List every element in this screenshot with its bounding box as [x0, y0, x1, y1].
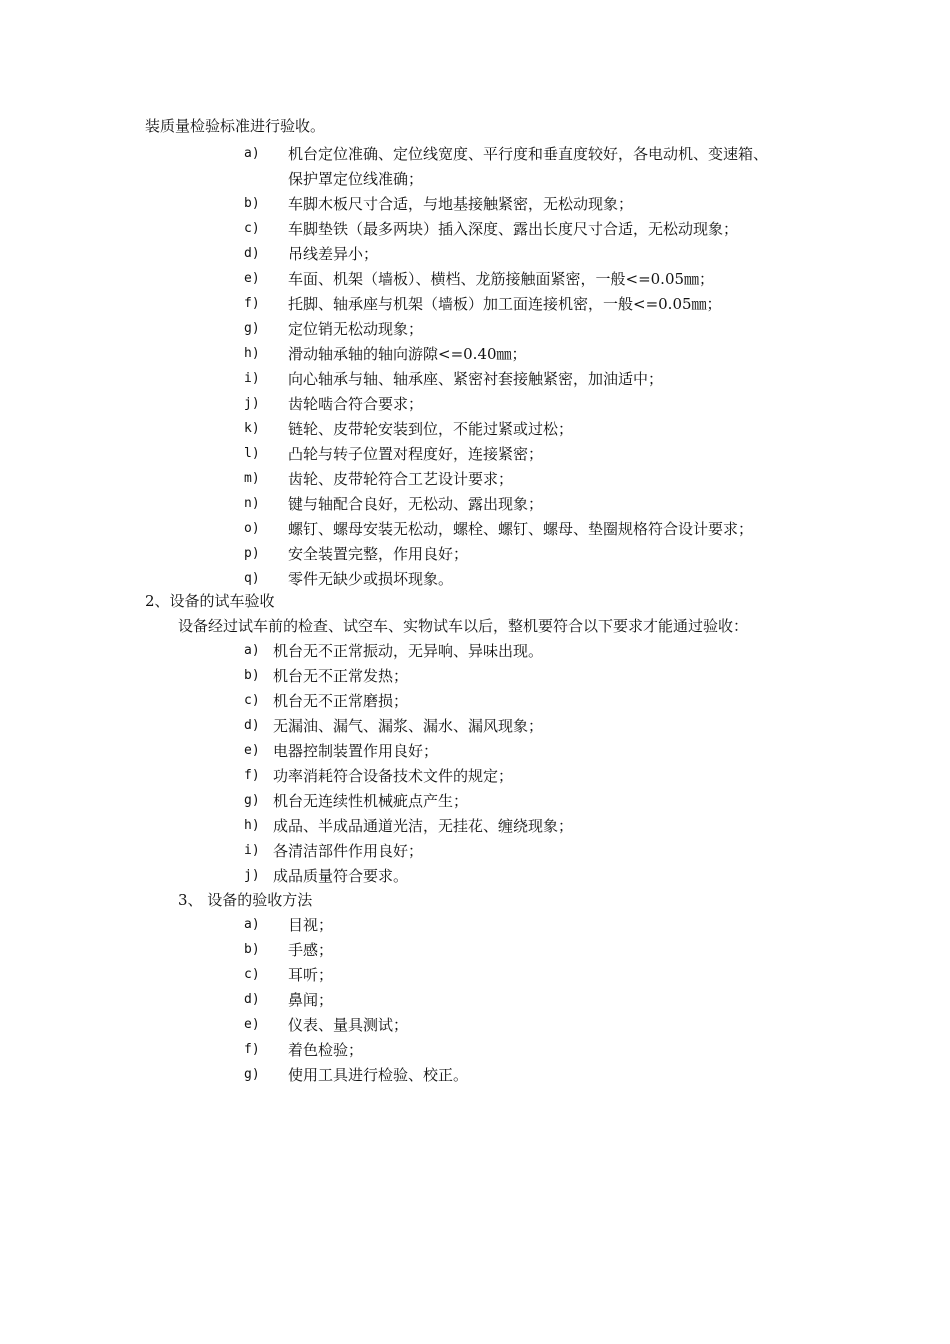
list-item-marker: j): [244, 868, 260, 883]
list-item-text: 机台无不正常磨损；: [273, 692, 409, 710]
list-item-marker: a): [244, 146, 260, 161]
list-item-text: 车面、机架（墙板）、横档、龙筋接触面紧密，一般<=0.05㎜；: [288, 270, 715, 288]
list-item-marker: h): [244, 346, 260, 361]
list-item-text: 无漏油、漏气、漏浆、漏水、漏风现象；: [273, 717, 544, 735]
list-item-marker: q): [244, 571, 260, 586]
list-item-marker: g): [244, 793, 260, 808]
list-item-text: 齿轮、皮带轮符合工艺设计要求；: [288, 470, 514, 488]
list-item-text: 耳听；: [288, 966, 334, 984]
list-item-marker: f): [244, 768, 260, 783]
list-item-text: 车脚木板尺寸合适，与地基接触紧密，无松动现象；: [288, 195, 634, 213]
list-item-marker: o): [244, 521, 260, 536]
list-item-marker: f): [244, 296, 260, 311]
list-item-text: 目视；: [288, 916, 334, 934]
list-item-marker: l): [244, 446, 260, 461]
list-item-text: 成品质量符合要求。: [273, 867, 409, 885]
list-item-marker: d): [244, 718, 260, 733]
list-item-marker: b): [244, 196, 260, 211]
list-item-marker: g): [244, 1067, 260, 1082]
list-item-text: 机台定位准确、定位线宽度、平行度和垂直度较好，各电动机、变速箱、: [288, 145, 769, 163]
list-item-text: 机台无不正常发热；: [273, 667, 409, 685]
list-item-text: 功率消耗符合设备技术文件的规定；: [273, 767, 514, 785]
list-item-marker: k): [244, 421, 260, 436]
list-item-marker: g): [244, 321, 260, 336]
list-item-text: 链轮、皮带轮安装到位，不能过紧或过松；: [288, 420, 574, 438]
list-item-marker: p): [244, 546, 260, 561]
list-item-marker: c): [244, 693, 260, 708]
list-item-text: 机台无不正常振动，无异响、异味出现。: [273, 642, 544, 660]
list-item-text: 手感；: [288, 941, 334, 959]
list-item-text: 凸轮与转子位置对程度好，连接紧密；: [288, 445, 544, 463]
list-item-marker: h): [244, 818, 260, 833]
list-item-marker: c): [244, 967, 260, 982]
section-2-intro: 设备经过试车前的检查、试空车、实物试车以后，整机要符合以下要求才能通过验收：: [178, 617, 749, 635]
list-item-marker: f): [244, 1042, 260, 1057]
list-item-marker: j): [244, 396, 260, 411]
list-item-text: 保护罩定位线准确；: [288, 170, 424, 188]
list-item-marker: e): [244, 271, 260, 286]
list-item-text: 机台无连续性机械疵点产生；: [273, 792, 469, 810]
list-item-text: 各清洁部件作用良好；: [273, 842, 424, 860]
list-item-marker: i): [244, 371, 260, 386]
list-item-marker: a): [244, 643, 260, 658]
list-item-text: 滑动轴承轴的轴向游隙<=0.40㎜；: [288, 345, 527, 363]
list-item-marker: b): [244, 668, 260, 683]
list-item-text: 使用工具进行检验、校正。: [288, 1066, 469, 1084]
list-item-text: 吊线差异小；: [288, 245, 379, 263]
list-item-marker: n): [244, 496, 260, 511]
list-item-text: 仪表、量具测试；: [288, 1016, 409, 1034]
list-item-text: 着色检验；: [288, 1041, 364, 1059]
section-2-heading: 2、设备的试车验收: [145, 592, 275, 610]
list-item-text: 定位销无松动现象；: [288, 320, 424, 338]
list-item-marker: c): [244, 221, 260, 236]
list-item-marker: d): [244, 246, 260, 261]
list-item-marker: a): [244, 917, 260, 932]
list-item-text: 托脚、轴承座与机架（墙板）加工面连接机密，一般<=0.05㎜；: [288, 295, 722, 313]
list-item-text: 齿轮啮合符合要求；: [288, 395, 424, 413]
list-item-text: 鼻闻；: [288, 991, 334, 1009]
list-item-text: 零件无缺少或损坏现象。: [288, 570, 454, 588]
list-item-marker: b): [244, 942, 260, 957]
list-item-marker: d): [244, 992, 260, 1007]
list-item-marker: e): [244, 1017, 260, 1032]
list-item-text: 电器控制装置作用良好；: [273, 742, 439, 760]
list-item-text: 安全装置完整，作用良好；: [288, 545, 469, 563]
list-item-marker: m): [244, 471, 260, 486]
list-item-marker: e): [244, 743, 260, 758]
list-item-text: 键与轴配合良好，无松动、露出现象；: [288, 495, 544, 513]
list-item-text: 车脚垫铁（最多两块）插入深度、露出长度尺寸合适，无松动现象；: [288, 220, 739, 238]
section-3-heading: 3、 设备的验收方法: [178, 891, 313, 909]
intro-text: 装质量检验标准进行验收。: [145, 117, 326, 135]
list-item-text: 向心轴承与轴、轴承座、紧密衬套接触紧密，加油适中；: [288, 370, 664, 388]
list-item-marker: i): [244, 843, 260, 858]
list-item-text: 成品、半成品通道光洁，无挂花、缠绕现象；: [273, 817, 574, 835]
list-item-text: 螺钉、螺母安装无松动，螺栓、螺钉、螺母、垫圈规格符合设计要求；: [288, 520, 754, 538]
